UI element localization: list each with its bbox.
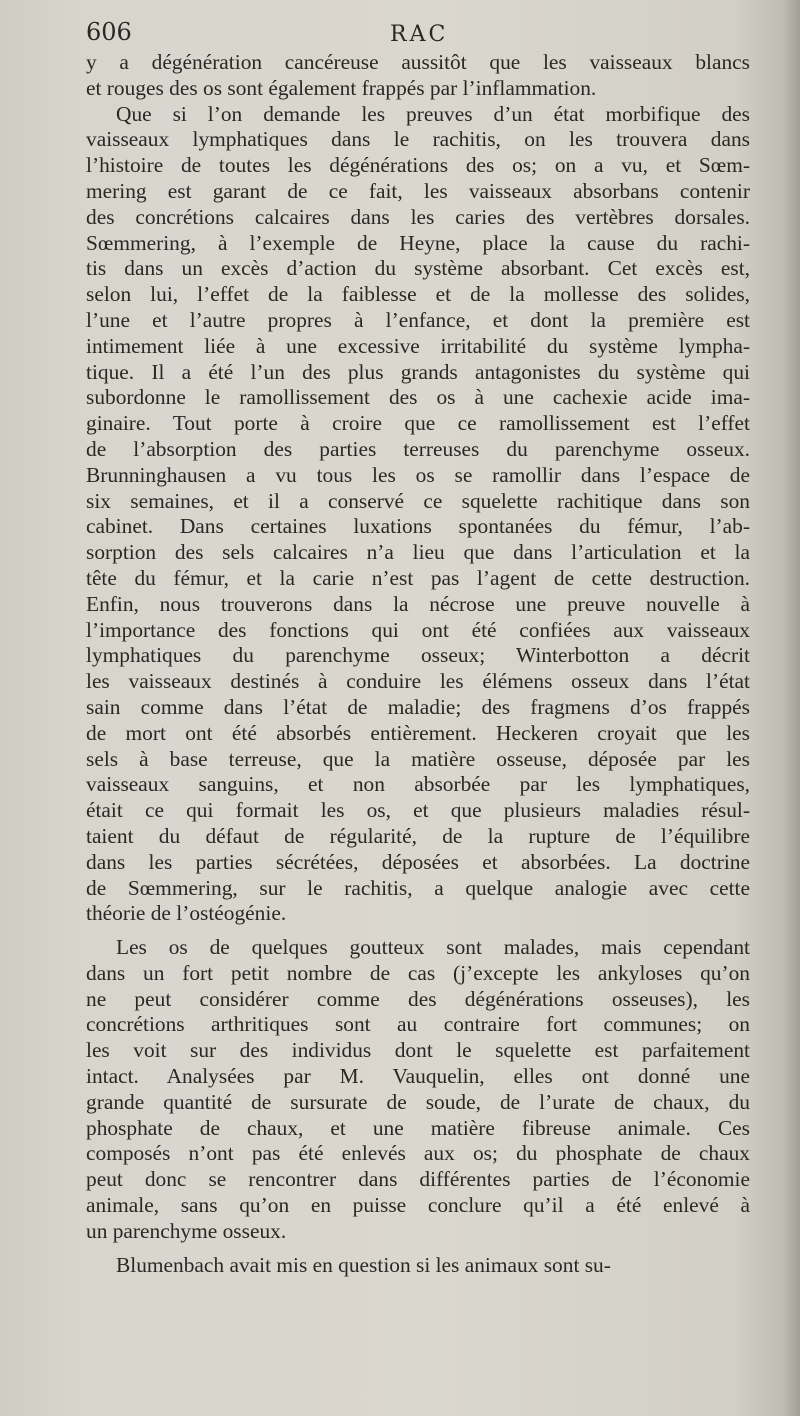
text-line: des concrétions calcaires dans les caries des vertèbres dorsales. <box>86 204 750 229</box>
running-head: RAC <box>390 22 449 47</box>
text-line: sorption des sels calcaires n’a lieu que dans l’articulation et la <box>86 540 750 565</box>
text-line: vaisseaux lymphatiques dans le rachitis, on les trouvera dans <box>86 127 750 152</box>
paragraph <box>86 935 750 1245</box>
text-line: les voit sur des individus dont le squelette est parfaitement <box>86 1038 750 1063</box>
text-line: taient du défaut de régularité, de la rupture de l’équilibre <box>86 823 750 848</box>
body-text <box>86 50 750 1278</box>
paragraph-gap <box>86 1245 750 1253</box>
text-line: selon lui, l’effet de la faiblesse et de la mollesse des solides, <box>86 282 750 307</box>
text-line: cabinet. Dans certaines luxations spontanées du fémur, l’ab- <box>86 514 750 539</box>
text-line: Que si l’on demande les preuves d’un état morbifique des <box>116 101 750 126</box>
text-line: Brunninghausen a vu tous les os se ramollir dans l’espace de <box>86 462 750 487</box>
text-line: Blumenbach avait mis en question si les animaux sont su- <box>116 1252 611 1277</box>
text-line: de mort ont été absorbés entièrement. Heckeren croyait que les <box>86 720 750 745</box>
paragraph-gap <box>86 927 750 935</box>
text-line: animale, sans qu’on en puisse conclure qu’il a été enlevé à <box>86 1193 750 1218</box>
text-line: dans les parties sécrétées, déposées et absorbées. La doctrine <box>86 849 750 874</box>
text-line: tique. Il a été l’un des plus grands antagonistes du système qui <box>86 359 750 384</box>
text-line: Sœmmering, à l’exemple de Heyne, place la cause du rachi- <box>86 230 750 255</box>
text-line: intimement liée à une excessive irritabilité du système lympha- <box>86 333 750 358</box>
text-line: sels à base terreuse, que la matière osseuse, déposée par les <box>86 746 750 771</box>
text-line: l’importance des fonctions qui ont été confiées aux vaisseaux <box>86 617 750 642</box>
text-line: composés n’ont pas été enlevés aux os; du phosphate de chaux <box>86 1141 750 1166</box>
text-line: de l’absorption des parties terreuses du parenchyme osseux. <box>86 436 750 461</box>
text-line: les vaisseaux destinés à conduire les élémens osseux dans l’état <box>86 669 750 694</box>
paragraph <box>86 50 750 102</box>
text-line: subordonne le ramollissement des os à une cachexie acide ima- <box>86 385 750 410</box>
paragraph <box>86 1253 750 1279</box>
text-line: un parenchyme osseux. <box>86 1218 287 1243</box>
text-line: grande quantité de sursurate de soude, de l’urate de chaux, du <box>86 1089 750 1114</box>
text-line: l’histoire de toutes les dégénérations des os; on a vu, et Sœm- <box>86 153 750 178</box>
text-line: phosphate de chaux, et une matière fibreuse animale. Ces <box>86 1115 750 1140</box>
text-line: l’une et l’autre propres à l’enfance, et dont la première est <box>86 307 750 332</box>
text-line: de Sœmmering, sur le rachitis, a quelque analogie avec cette <box>86 875 750 900</box>
text-line: théorie de l’ostéogénie. <box>86 901 287 926</box>
text-line: lymphatiques du parenchyme osseux; Winterbotton a décrit <box>86 643 750 668</box>
text-line: concrétions arthritiques sont au contraire fort communes; on <box>86 1012 750 1037</box>
text-line: ne peut considérer comme des dégénérations osseuses), les <box>86 986 750 1011</box>
page-number: 606 <box>86 18 132 46</box>
text-line: peut donc se rencontrer dans différentes parties de l’économie <box>86 1167 750 1192</box>
text-line: six semaines, et il a conservé ce squelette rachitique dans son <box>86 488 750 513</box>
text-line: mering est garant de ce fait, les vaisseaux absorbans contenir <box>86 178 750 203</box>
page-fold-shadow <box>782 0 800 1416</box>
text-line: Enfin, nous trouverons dans la nécrose une preuve nouvelle à <box>86 591 750 616</box>
text-line: vaisseaux sanguins, et non absorbée par les lymphatiques, <box>86 772 750 797</box>
text-line: intact. Analysées par M. Vauquelin, elles ont donné une <box>86 1064 750 1089</box>
page-header <box>0 14 800 54</box>
text-line: y a dégénération cancéreuse aussitôt que les vaisseaux blancs <box>86 50 750 74</box>
text-line: dans un fort petit nombre de cas (j’excepte les ankyloses qu’on <box>86 960 750 985</box>
text-line: ginaire. Tout porte à croire que ce ramollissement est l’effet <box>86 411 750 436</box>
text-line: sain comme dans l’état de maladie; des fragmens d’os frappés <box>86 694 750 719</box>
text-line: tête du fémur, et la carie n’est pas l’agent de cette destruction. <box>86 565 750 590</box>
paragraph <box>86 102 750 928</box>
text-line: tis dans un excès d’action du système absorbant. Cet excès est, <box>86 256 750 281</box>
text-line: et rouges des os sont également frappés par l’inflammation. <box>86 75 597 100</box>
text-line: Les os de quelques goutteux sont malades, mais cependant <box>116 935 750 960</box>
text-line: était ce qui formait les os, et que plusieurs maladies résul- <box>86 798 750 823</box>
